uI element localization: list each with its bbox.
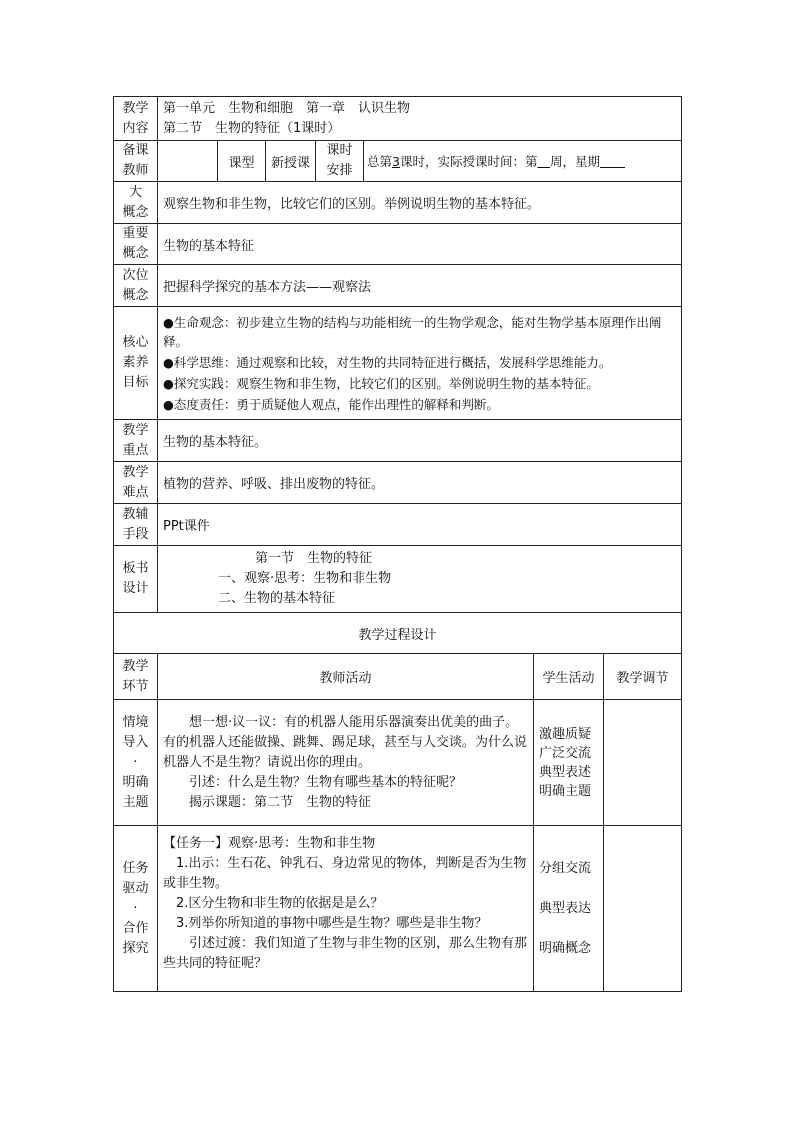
stage2-student <box>534 826 604 992</box>
col-stage: 教学 环节 <box>114 654 158 700</box>
schedule-day-blank <box>600 154 625 169</box>
schedule-prefix: 总第 <box>367 154 393 169</box>
stage2-p1: 1.出示：生石花、钟乳石、身边常见的物体，判断是否为生物或非生物。 <box>163 856 527 891</box>
type-value: 新授课 <box>266 141 316 182</box>
lesson-plan-table <box>113 96 682 992</box>
teach-content-label: 教学 内容 <box>114 97 158 141</box>
stage2-student-item: 分组交流 <box>539 860 592 876</box>
focus-label: 教学 重点 <box>114 420 158 462</box>
literacy-item: ●探究实践：观察生物和非生物，比较它们的区别。举例说明生物的基本特征。 <box>163 375 599 391</box>
teach-content-cell <box>158 97 682 141</box>
stage1-adjust <box>604 700 682 826</box>
aids: PPt课件 <box>158 504 682 546</box>
stage1-p1: 想一想·议一议：有的机器人能用乐器演奏出优美的曲子。有的机器人还能做操、跳舞、踢足球，甚至与人交谈。为什么说机器人不是生物？请说出你的理由。 <box>163 714 528 770</box>
board-title: 第一节 生物的特征 <box>255 551 373 566</box>
literacy-item: ●生命观念：初步建立生物的结构与功能相统一的生物学观念，能对生物学基本原理作出阐释。 <box>163 314 662 349</box>
difficulty: 植物的营养、呼吸、排出废物的特征。 <box>158 462 682 504</box>
stage1-student: 激趣质疑 广泛交流 典型表述 明确主题 <box>534 700 604 826</box>
stage2-adjust <box>604 826 682 992</box>
stage2-title: 【任务一】观察·思考：生物和非生物 <box>163 836 376 851</box>
stage1-p3: 揭示课题：第二节 生物的特征 <box>189 794 372 810</box>
stage2-student-item: 典型表达 <box>539 900 592 916</box>
stage2-student-item: 明确概念 <box>539 940 592 956</box>
teach-content-line1: 第一单元 生物和细胞 第一章 认识生物 <box>163 100 411 116</box>
stage2-p2: 2.区分生物和非生物的依据是是么？ <box>176 896 384 911</box>
literacy-item: ●科学思维：通过观察和比较，对生物的共同特征进行概括，发展科学思维能力。 <box>163 354 612 370</box>
board-label: 板书 设计 <box>114 546 158 613</box>
literacy-list <box>158 307 682 420</box>
stage2-p3: 3.列举你所知道的事物中哪些是生物？哪些是非生物？ <box>176 916 488 931</box>
big-concept: 观察生物和非生物，比较它们的区别。举例说明生物的基本特征。 <box>158 182 682 224</box>
board-item: 一、观察·思考：生物和非生物 <box>218 571 392 586</box>
col-student: 学生活动 <box>534 654 604 700</box>
stage2-teacher <box>158 826 534 992</box>
schedule-suffix: 课时，实际授课时间：第 <box>399 154 538 169</box>
sub-concept: 把握科学探究的基本方法——观察法 <box>158 265 682 307</box>
schedule-week-blank <box>537 154 550 169</box>
process-title: 教学过程设计 <box>114 613 682 654</box>
teacher-value <box>158 141 218 182</box>
stage2-label: 任务 驱动 · 合作 探究 <box>114 826 158 992</box>
schedule-week: 周，星期 <box>550 154 601 169</box>
schedule-num: 3 <box>392 154 400 169</box>
key-concept: 生物的基本特征 <box>158 224 682 265</box>
type-label: 课型 <box>218 141 266 182</box>
stage2-p4: 引述过渡：我们知道了生物与非生物的区别，那么生物有那些共同的特征呢？ <box>163 936 528 971</box>
board-item: 二、生物的基本特征 <box>218 591 336 606</box>
sub-concept-label: 次位 概念 <box>114 265 158 307</box>
schedule-cell <box>364 141 682 182</box>
teacher-label: 备课 教师 <box>114 141 158 182</box>
stage1-teacher <box>158 700 534 826</box>
big-concept-label: 大 概念 <box>114 182 158 224</box>
board-design <box>158 546 682 613</box>
literacy-item: ●态度责任：勇于质疑他人观点，能作出理性的解释和判断。 <box>163 396 499 412</box>
focus: 生物的基本特征。 <box>158 420 682 462</box>
schedule-label: 课时 安排 <box>316 141 364 182</box>
key-concept-label: 重要 概念 <box>114 224 158 265</box>
stage1-label: 情境 导入 · 明确 主题 <box>114 700 158 826</box>
difficulty-label: 教学 难点 <box>114 462 158 504</box>
teach-content-line2: 第二节 生物的特征（1课时） <box>163 120 341 136</box>
literacy-label: 核心 素养 目标 <box>114 307 158 420</box>
col-adjust: 教学调节 <box>604 654 682 700</box>
col-teacher: 教师活动 <box>158 654 534 700</box>
stage1-p2: 引述：什么是生物？生物有哪些基本的特征呢？ <box>189 774 463 790</box>
aids-label: 教辅 手段 <box>114 504 158 546</box>
